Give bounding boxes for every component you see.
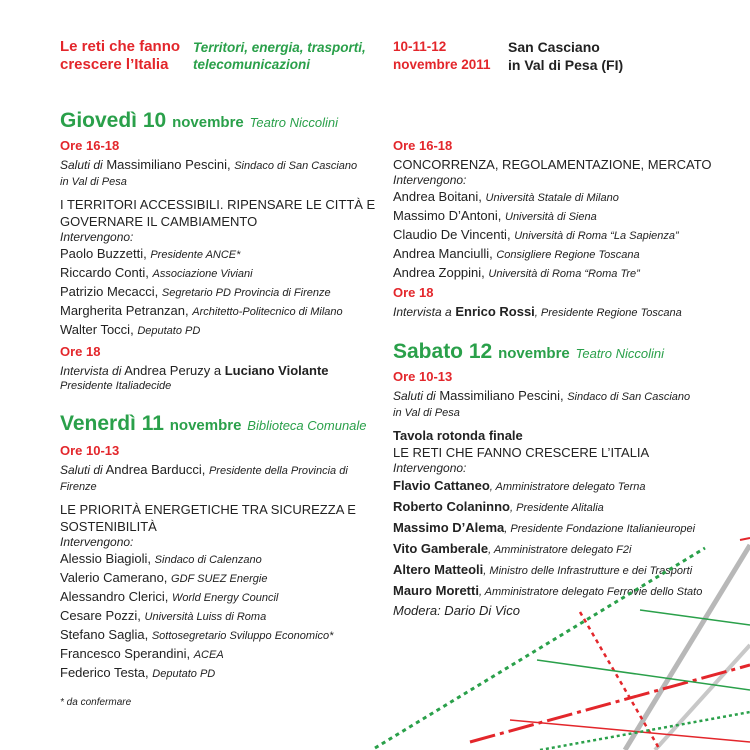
interview: Intervista di Andrea Peruzy a Luciano Violante (60, 363, 329, 378)
greetings: Saluti di Andrea Barducci, Presidente della Provincia di (60, 462, 348, 477)
decor-line-red-stub (740, 538, 750, 540)
speaker: Vito Gamberale, Amministratore delegato F2i (393, 541, 632, 556)
event-subtitle: Territori, energia, trasporti, telecomunicazioni (193, 40, 366, 72)
session-time: Ore 10-13 (393, 369, 453, 384)
speaker: Andrea Manciulli, Consigliere Regione Toscana (393, 246, 640, 261)
speaker: Flavio Cattaneo, Amministratore delegato Terna (393, 478, 646, 493)
decor-line-gray-thick (625, 545, 750, 750)
speaker: Margherita Petranzan, Architetto-Politecnico di Milano (60, 303, 343, 318)
speaker: Federico Testa, Deputato PD (60, 665, 216, 680)
session-time: Ore 16-18 (393, 138, 453, 153)
speaker: Francesco Sperandini, ACEA (60, 646, 224, 661)
thursday-session-1: Ore 16-18 Saluti di Massimiliano Pescini, Sindaco di San Casciano in Val di Pesa I TERRITORI ACCESSIBILI. RIPENSARE LE CITTÀ E GOVERNARE IL CAMBIAMENTO Intervengono: Paolo Buzzetti, Presidente ANCE* Riccardo Conti, Associazione Viviani Patrizio Mecacci, Segretario PD Provincia di Firenze Margherita Petranzan, Architetto-Politecnico di Milano Walter Tocci, Deputato PD (60, 138, 380, 340)
decor-line-green-dotted (375, 548, 705, 748)
speaker: Roberto Colaninno, Presidente Alitalia (393, 499, 604, 514)
moderator: Modera: Dario Di Vico (393, 603, 520, 618)
speaker: Walter Tocci, Deputato PD (60, 322, 201, 337)
speaker: Patrizio Mecacci, Segretario PD Provincia di Firenze (60, 284, 331, 299)
event-dates: 10-11-12 novembre 2011 (393, 39, 491, 72)
saturday-session-1: Ore 10-13 Saluti di Massimiliano Pescini, Sindaco di San Casciano in Val di Pesa Tavola rotonda finale LE RETI CHE FANNO CRESCERE L’ITALIA Intervengono: Flavio Cattaneo, Amministratore delegato Terna Roberto Colaninno, Presidente Alitalia Massimo D’Alema, Presidente Fondazione Italianieuropei Vito Gamberale, Amministratore delegato F2i Altero Matteoli, Ministro delle Infrastrutture e dei Trasporti Mauro Moretti, Amministratore delegato Ferrovie dello Stato Modera: Dario Di Vico (393, 369, 733, 619)
speaker: Alessio Biagioli, Sindaco di Calenzano (60, 551, 262, 566)
session-time: Ore 10-13 (60, 443, 120, 458)
thursday-heading: Giovedì 10 novembre Teatro Niccolini (60, 109, 339, 132)
round-table-title: Tavola rotonda finale (393, 428, 523, 443)
speaker: Andrea Boitani, Università Statale di Milano (393, 189, 619, 204)
thursday-session-2: Ore 18 Intervista di Andrea Peruzy a Luciano Violante Presidente Italiadecide (60, 344, 380, 394)
speaker: Andrea Zoppini, Università di Roma “Roma Tre” (393, 265, 640, 280)
friday-heading: Venerdì 11 novembre Biblioteca Comunale (60, 412, 367, 435)
speaker: Mauro Moretti, Amministratore delegato Ferrovie dello Stato (393, 583, 703, 598)
speaker: Paolo Buzzetti, Presidente ANCE* (60, 246, 241, 261)
decor-line-green-thin-2 (640, 610, 750, 625)
greetings: Saluti di Massimiliano Pescini, Sindaco di San Casciano (393, 388, 691, 403)
speaker: Altero Matteoli, Ministro delle Infrastrutture e dei Trasporti (393, 562, 693, 577)
footnote: * da confermare (60, 697, 132, 708)
speaker: Stefano Saglia, Sottosegretario Sviluppo Economico* (60, 627, 334, 642)
session-time: Ore 16-18 (60, 138, 120, 153)
thursday-session-3: Ore 16-18 CONCORRENZA, REGOLAMENTAZIONE, MERCATO Intervengono: Andrea Boitani, Università Statale di Milano Massimo D’Antoni, Università di Siena Claudio De Vincenti, Università di Roma “La Sapienza” Andrea Manciulli, Consigliere Regione Toscana Andrea Zoppini, Università di Roma “Roma Tre” (393, 138, 713, 283)
session-topic: I TERRITORI ACCESSIBILI. RIPENSARE LE CITTÀ E (60, 197, 376, 212)
session-time: Ore 18 (60, 344, 101, 359)
speaker: Cesare Pozzi, Università Luiss di Roma (60, 608, 267, 623)
friday-session-1: Ore 10-13 Saluti di Andrea Barducci, Presidente della Provincia di Firenze LE PRIORITÀ ENERGETICHE TRA SICUREZZA E SOSTENIBILITÀ Intervengono: Alessio Biagioli, Sindaco di Calenzano Valerio Camerano, GDF SUEZ Energie Alessandro Clerici, World Energy Council Cesare Pozzi, Università Luiss di Roma Stefano Saglia, Sottosegretario Sviluppo Economico* Francesco Sperandini, ACEA Federico Testa, Deputato PD (60, 443, 380, 683)
speaker: Massimo D’Alema, Presidente Fondazione Italianieuropei (393, 520, 696, 535)
event-place: San Casciano in Val di Pesa (FI) (508, 39, 624, 73)
session-time: Ore 18 (393, 285, 434, 300)
interview: Intervista a Enrico Rossi, Presidente Regione Toscana (393, 304, 682, 319)
session-topic: CONCORRENZA, REGOLAMENTAZIONE, MERCATO (393, 157, 712, 172)
decor-line-red-dashdot (470, 665, 750, 742)
greetings: Saluti di Massimiliano Pescini, Sindaco di San Casciano (60, 157, 358, 172)
speaker: Massimo D’Antoni, Università di Siena (393, 208, 597, 223)
event-title: Le reti che fanno crescere l’Italia (60, 38, 181, 73)
speaker: Valerio Camerano, GDF SUEZ Energie (60, 570, 268, 585)
speaker: Claudio De Vincenti, Università di Roma “La Sapienza” (393, 227, 679, 242)
speaker: Riccardo Conti, Associazione Viviani (60, 265, 253, 280)
session-topic: LE PRIORITÀ ENERGETICHE TRA SICUREZZA E (60, 502, 356, 517)
speaker: Alessandro Clerici, World Energy Council (60, 589, 279, 604)
session-topic: LE RETI CHE FANNO CRESCERE L’ITALIA (393, 445, 650, 460)
saturday-heading: Sabato 12 novembre Teatro Niccolini (393, 340, 665, 363)
